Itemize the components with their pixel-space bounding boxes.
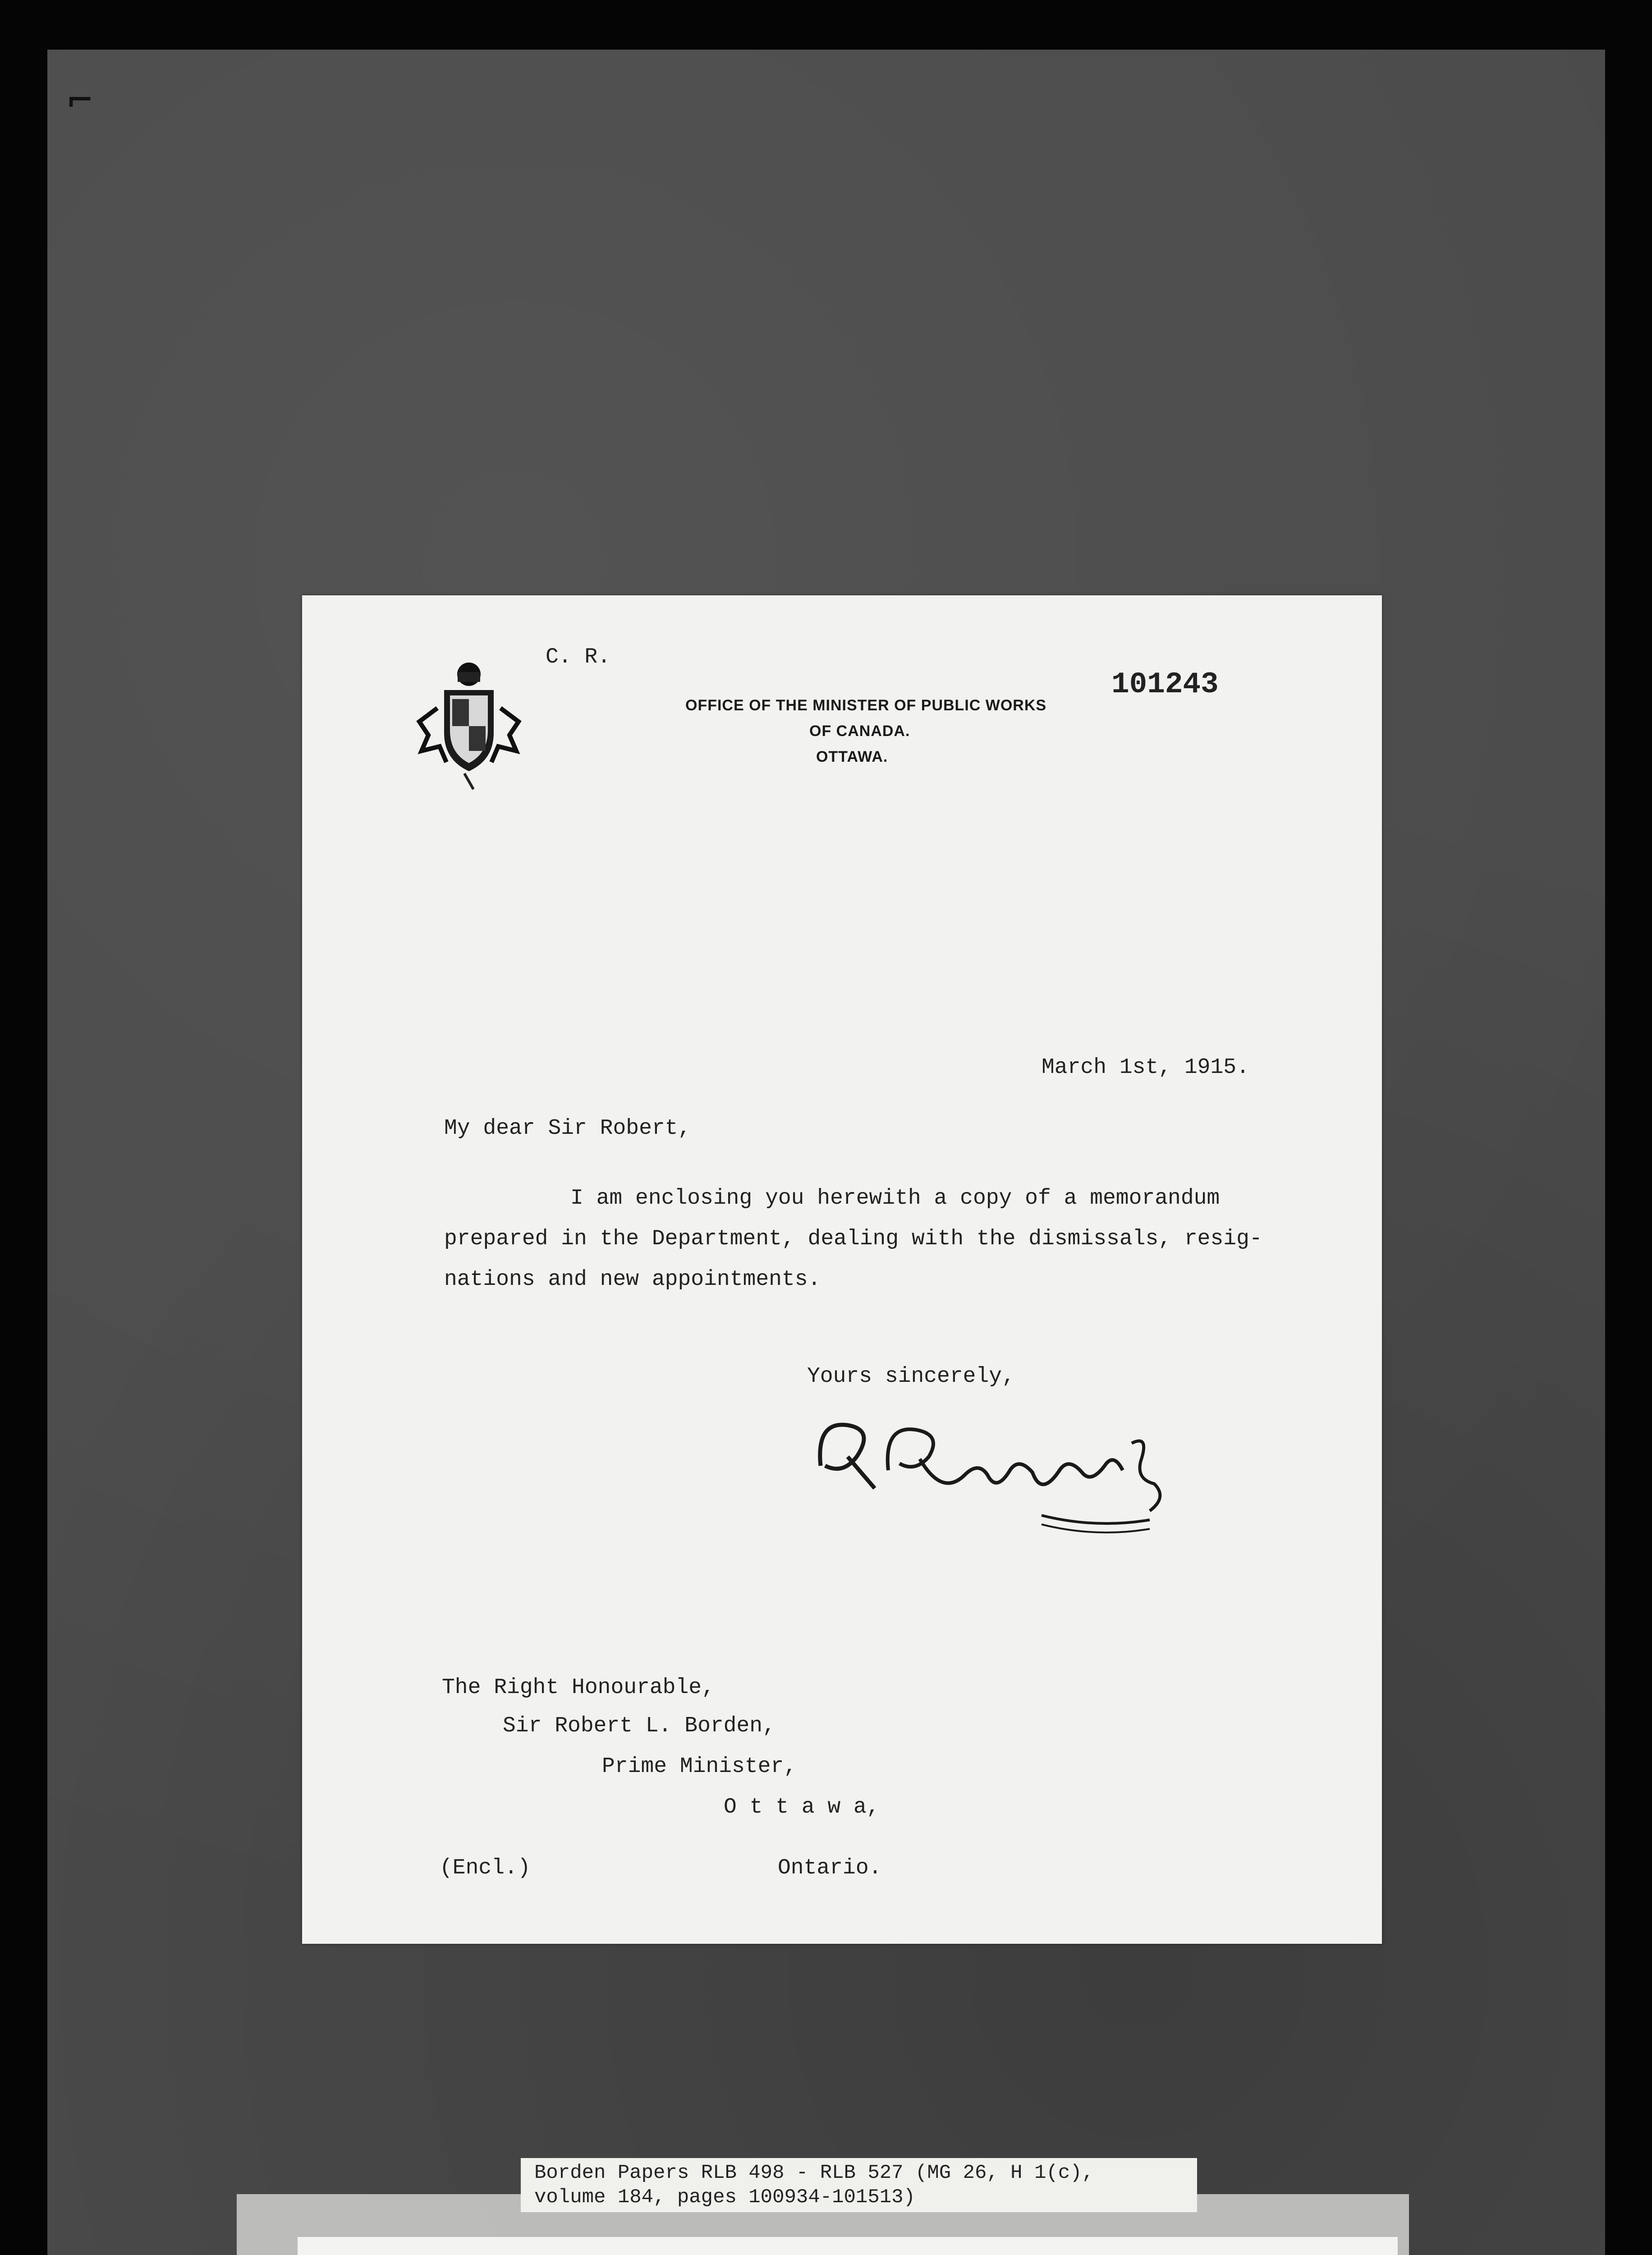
body-line-2: prepared in the Department, dealing with the dismissals, resig- xyxy=(444,1227,1262,1251)
addressee-line-4: O t t a w a, xyxy=(724,1795,880,1819)
label-line-1: Borden Papers RLB 498 - RLB 527 (MG 26, H 1(c), xyxy=(534,2162,1094,2184)
document-number: 101243 xyxy=(1111,667,1219,701)
salutation: My dear Sir Robert, xyxy=(444,1116,691,1141)
coat-of-arms-icon xyxy=(410,654,528,794)
label-line-2: volume 184, pages 100934-101513) xyxy=(534,2186,915,2209)
signature-icon xyxy=(807,1394,1213,1542)
addressee-line-2: Sir Robert L. Borden, xyxy=(503,1714,776,1738)
letter-page xyxy=(302,595,1382,1944)
corner-mark-top-left: ⌐ xyxy=(68,77,92,124)
body-line-1: I am enclosing you herewith a copy of a memorandum xyxy=(570,1186,1220,1210)
archive-card xyxy=(298,2237,1398,2255)
letterhead-line-2: OF CANADA. xyxy=(809,723,910,740)
addressee-line-1: The Right Honourable, xyxy=(442,1675,715,1700)
body-line-3: nations and new appointments. xyxy=(444,1267,821,1292)
closing: Yours sincerely, xyxy=(807,1364,1015,1389)
addressee-line-3: Prime Minister, xyxy=(602,1754,797,1779)
addressee-line-5: Ontario. xyxy=(778,1856,882,1880)
letterhead-line-3: OTTAWA. xyxy=(816,748,888,765)
enclosure-note: (Encl.) xyxy=(440,1856,531,1880)
collection-label xyxy=(521,2158,1197,2212)
initials: C. R. xyxy=(546,645,611,669)
letter-date: March 1st, 1915. xyxy=(1042,1055,1249,1080)
letterhead-line-1: OFFICE OF THE MINISTER OF PUBLIC WORKS xyxy=(685,697,1047,714)
